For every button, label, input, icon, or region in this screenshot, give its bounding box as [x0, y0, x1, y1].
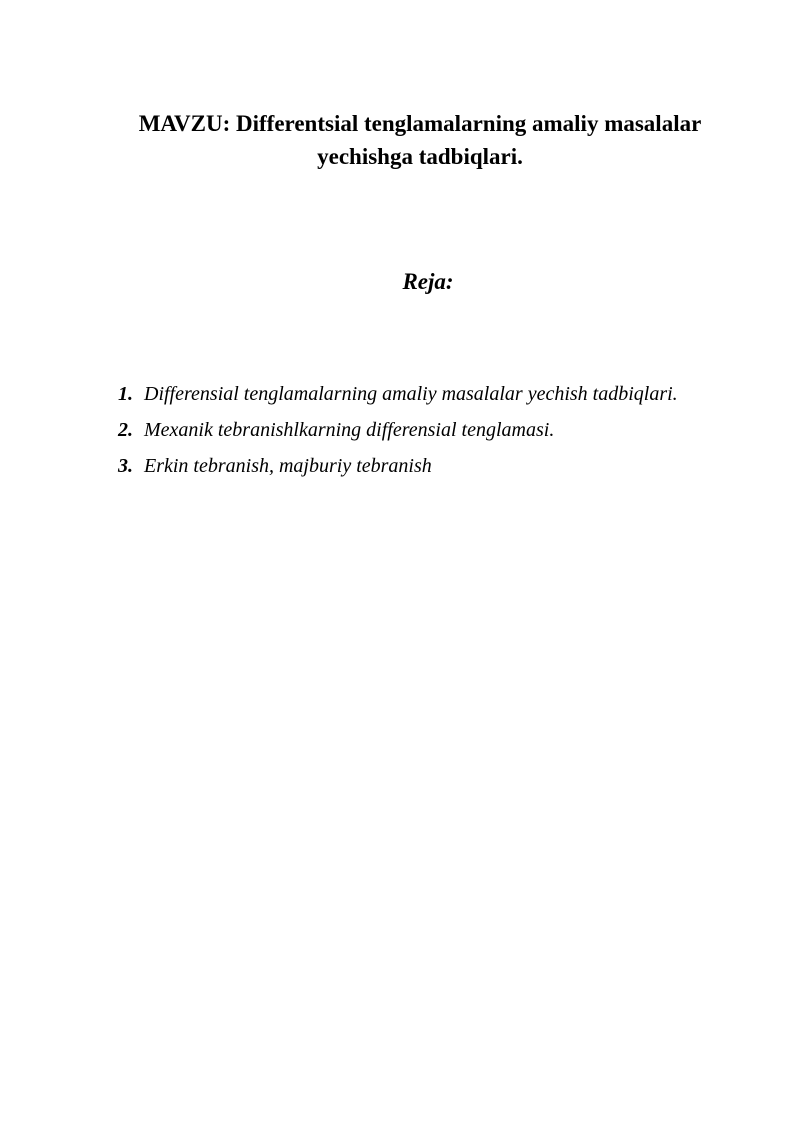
plan-item	[118, 448, 758, 484]
document-title-line-1: MAVZU: Differentsial tenglamalarning amaliy masalalar	[138, 111, 702, 136]
plan-item-text: Mexanik tebranishlkarning differensial tenglamasi.	[144, 419, 555, 441]
document-title	[100, 107, 740, 173]
plan-item-text: Erkin tebranish, majburiy tebranish	[144, 455, 432, 477]
plan-item-number: 1.	[118, 383, 133, 405]
plan-item-text: Differensial tenglamalarning amaliy masalalar yechish tadbiqlari.	[144, 383, 678, 405]
plan-item-number: 2.	[118, 419, 133, 441]
document-title-line-2: yechishga tadbiqlari.	[317, 144, 523, 169]
plan-item-number: 3.	[118, 455, 133, 477]
plan-item	[118, 412, 758, 448]
plan-heading: Reja:	[402, 269, 454, 294]
plan-list	[118, 376, 758, 484]
plan-item	[118, 376, 758, 412]
